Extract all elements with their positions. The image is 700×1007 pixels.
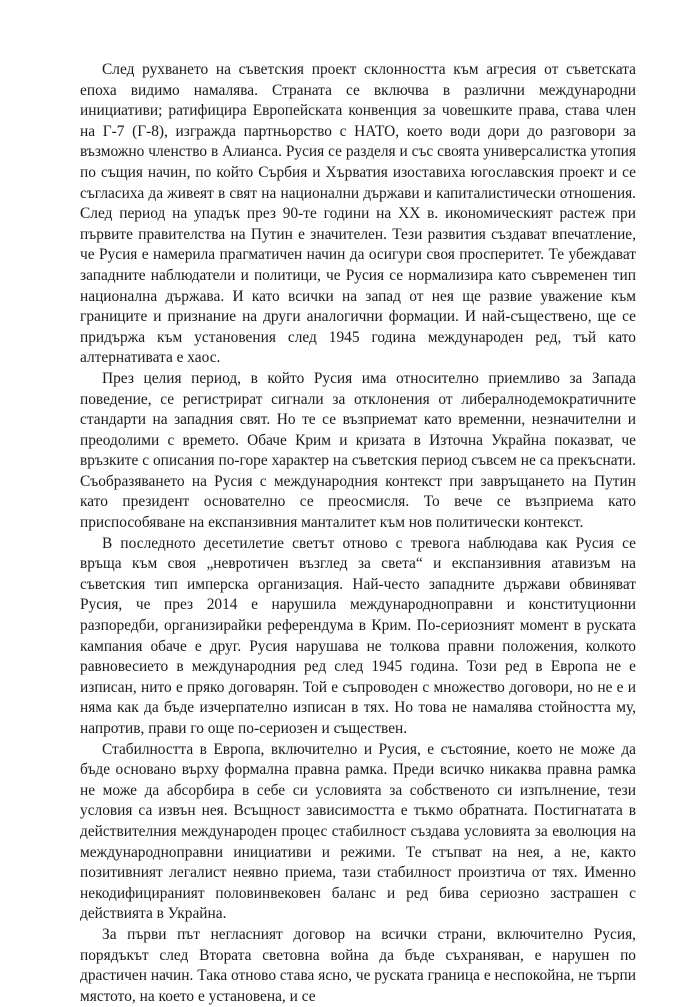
- paragraph: Стабилността в Европа, включително и Русия, е състояние, което не може да бъде основано върху формална правна рамка. Преди всичко никаква правна рамка не може да абсорбира в себе си условията за собственото си изпълнение, тези условия са извън нея. Всъщност зависимостта е тъкмо обратната. Постигнатата в действителния международен процес стабилност създава условията за еволюция на международноправни инициативи и режими. Те стъпват на нея, а не, както позитивният легалист неявно приема, тази стабилност произтича от тях. Именно некодифицираният половинвековен баланс и ред бива сериозно застрашен с действията в Украйна.: [80, 740, 636, 923]
- paragraph: През целия период, в който Русия има относително приемливо за Запада поведение, се регистрират сигнали за отклонения от либералнодемократичните стандарти на западния свят. Но те се възприемат като временни, незначителни и преодолими с времето. Обаче Крим и кризата в Източна Украйна показват, че връзките с описания по-горе характер на съветския период съвсем не са прекъснати. Съобразяването на Русия с международния контекст при завръщането на Путин като президент основателно се преосмисля. То вече се възприема като приспособяване на експанзивния манталитет към нов политически контекст.: [80, 369, 636, 532]
- body-text: [80, 60, 636, 1007]
- paragraph: След рухването на съветския проект склонността към агресия от съветската епоха видимо намалява. Страната се включва в различни международни инициативи; ратифицира Европейската конвенция за човешките права, става член на Г-7 (Г-8), изгражда партньорство с НАТО, което води дори до разговори за възможно членство в Алианса. Русия се разделя и със своята универсалистка утопия по същия начин, по който Сърбия и Хърватия изоставиха югославския проект и се съгласиха да живеят в свят на национални държави и капиталистически отношения. След период на упадък през 90-те години на XX в. икономическият растеж при първите правителства на Путин е значителен. Тези развития създават впечатление, че Русия е намерила прагматичен начин да осигури своя просперитет. Те убеждават западните наблюдатели и политици, че Русия се нормализира като съвременен тип национална държава. И като всички на запад от нея ще развие уважение към границите и признание на други аналогични формации. И най-съществено, ще се придържа към установения след 1945 година международен ред, тъй като алтернативата е хаос.: [80, 61, 636, 367]
- paragraph: За първи път негласният договор на всички страни, включително Русия, порядъкът след Втората световна война да бъде съхраняван, е нарушен по драстичен начин. Така отново става ясно, че руската граница е неспокойна, не търпи мястото, на което е установена, и се: [80, 925, 636, 1005]
- paragraph: В последното десетилетие светът отново с тревога наблюдава как Русия се връща към своя „невротичен възглед за света“ и експанзивния атавизъм на съветския тип имперска организация. Най-често западните държави обвиняват Русия, че през 2014 е нарушила международноправни и конституционни разпоредби, организирайки референдума в Крим. По-сериозният момент в руската кампания обаче е друг. Русия нарушава не толкова правни положения, колкото равновесието в международния ред след 1945 година. Този ред в Европа не е изписан, нито е пряко договарян. Той е съпроводен с множество договори, но не е и няма как да бъде изчерпателно изписан в тях. Но това не намалява стойността му, напротив, прави го още по-сериозен и съществен.: [80, 534, 636, 737]
